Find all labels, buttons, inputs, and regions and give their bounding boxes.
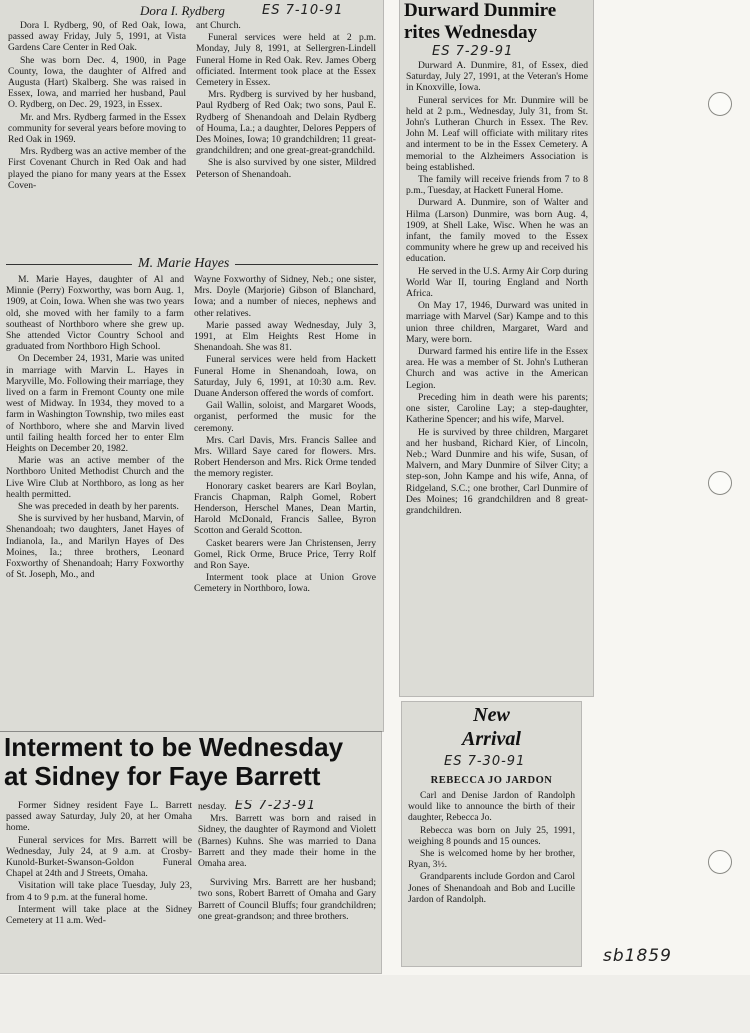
barrett-headline-line-2: at Sidney for Faye Barrett: [4, 761, 321, 791]
barrett-paragraph: Interment will take place at the Sidney Cemetery at 11 a.m. Wed-: [6, 903, 192, 927]
page-id-note: sb1859: [603, 946, 672, 966]
hayes-paragraph: Gail Wallin, soloist, and Margaret Woods, organist, performed the music for the ceremony.: [194, 400, 376, 434]
dunmire-headline-line-2: rites Wednesday: [404, 22, 538, 43]
binder-hole-middle: [708, 471, 732, 495]
hayes-column-2: [194, 274, 376, 726]
barrett-date-note: ES 7-23-91: [234, 800, 317, 813]
arrival-baby-name: REBECCA JO JARDON: [430, 775, 553, 786]
dunmire-paragraph: He served in the U.S. Army Air Corp during World War II, touring England and North Africa.: [406, 265, 588, 300]
page-bottom-margin: [0, 975, 750, 1033]
hayes-paragraph: Honorary casket bearers are Karl Boylan, Francis Chapman, Ralph Gomel, Robert Henderson, Herschel Manes, Dean Martin, Harold McDonald, Francis Sallee, Byron Scotton and Gerald Scotton.: [194, 480, 376, 537]
arrival-date-note: ES 7-30-91: [444, 754, 526, 769]
barrett-paragraph: Former Sidney resident Faye L. Barrett passed away Saturday, July 20, at her Omaha home.: [6, 800, 192, 834]
dunmire-paragraph: On May 17, 1946, Durward was united in marriage with Marvel (Sar) Kampe and to this union three children, Margaret, Ward and Mary, were born.: [406, 300, 588, 345]
hayes-paragraph: Marie passed away Wednesday, July 3, 1991, at Elm Heights Rest Home in Shenandoah. She was 81.: [194, 319, 376, 354]
hayes-paragraph: Casket bearers were Jan Christensen, Jerry Gomel, Rick Orme, Bruce Price, Terry Rolf and Ron Saye.: [194, 537, 376, 572]
barrett-lead-text: nesday.: [198, 801, 227, 812]
hayes-paragraph: On December 24, 1931, Marie was united in marriage with Marvin L. Hayes in Maryville, Mo. Following their marriage, they lived on a farm in Fremont County one mile west of Midway. In 1934, they moved to a farm in Washington Township, two miles east of Northboro, where she and Marvin lived until failing health forced her to enter Elm Heights on December 20, 1982.: [6, 353, 184, 455]
dunmire-paragraph: The family will receive friends from 7 to 8 p.m., Tuesday, at Hackett Funeral Home.: [406, 174, 588, 197]
new-arrival-clipping: [402, 702, 581, 966]
barrett-headline-line-1: Interment to be Wednesday: [4, 732, 344, 762]
arrival-paragraph: She is welcomed home by her brother, Ryan, 3½.: [408, 848, 575, 871]
rydberg-paragraph: Mrs. Rydberg is survived by her husband, Paul Rydberg of Red Oak; two sons, Paul E. Rydberg of Shenandoah and Delain Rydberg of Houma, La.; a daughter, Delores Peppers of Des Moines, Iowa; 10 grandchildren; 11 great-grandchildren; and one great-great-grandchild.: [196, 89, 376, 157]
arrival-paragraph: Rebecca was born on July 25, 1991, weighing 8 pounds and 15 ounces.: [408, 824, 575, 847]
dunmire-column: [406, 60, 588, 694]
hayes-paragraph: Interment took place at Union Grove Cemetery in Northboro, Iowa.: [194, 572, 376, 595]
dunmire-date-note: ES 7-29-91: [432, 44, 514, 59]
barrett-clipping: [0, 732, 381, 973]
binder-hole-top: [708, 92, 732, 116]
binder-hole-bottom: [708, 850, 732, 874]
arrival-title-line-2: Arrival: [462, 728, 521, 750]
barrett-column-2: [198, 800, 376, 972]
barrett-column-1: [6, 800, 192, 972]
dunmire-paragraph: Preceding him in death were his parents; one sister, Caroline Lay; a step-daughter, Katherine Spencer; and his wife, Marvel.: [406, 391, 588, 426]
rydberg-paragraph: Mr. and Mrs. Rydberg farmed in the Essex community for several years before moving to Red Oak in 1969.: [8, 111, 186, 146]
barrett-paragraph: Visitation will take place Tuesday, July 23, from 4 to 9 p.m. at the funeral home.: [6, 880, 192, 903]
dunmire-paragraph: Funeral services for Mr. Dunmire will be held at 2 p.m., Wednesday, July 31, from St. John's Lutheran Church in Essex. The Rev. John M. Leaf will officiate with military rites and interment to be in the Essex Cemetery. A memorial to the Alzheimers Association is being established.: [406, 94, 588, 173]
arrival-paragraph: Carl and Denise Jardon of Randolph would like to announce the birth of their daughter, Rebecca Jo.: [408, 790, 575, 824]
rydberg-paragraph: ant Church.: [196, 20, 241, 31]
hayes-paragraph: Mrs. Carl Davis, Mrs. Francis Sallee and Mrs. Willard Saye cared for flowers. Mrs. Robert Henderson and Mrs. Rick Orme tended the memory register.: [194, 434, 376, 480]
rydberg-date-note: ES 7-10-91: [262, 3, 344, 18]
rydberg-paragraph: She was born Dec. 4, 1900, in Page County, Iowa, the daughter of Alfred and Augusta (Hart) Skalberg. She was raised in Essex, Iowa, and married her husband, Paul O. Rydberg, on Dec. 29, 1923, in Essex.: [8, 54, 186, 111]
dunmire-paragraph: He is survived by three children, Margaret and her husband, Richard Kier, of Lincoln, Neb.; Ward Dunmire and his wife, Susan, of Malvern, and Mary Dunmire of Silver City; a step-son, John Kampe and his wife, Anna, of Ridgeland, S.C.; one brother, Carl Dunmire of Des Moines; 16 grandchildren and 8 great-grandchildren.: [406, 426, 588, 516]
arrival-title-line-1: New: [473, 704, 510, 726]
rydberg-header: Dora I. Rydberg: [140, 3, 225, 18]
hayes-paragraph: Funeral services were held from Hackett Funeral Home in Shenandoah, Iowa, on Saturday, July 6, 1991, at 10:30 a.m. Rev. Duane Anderson offered the words of comfort.: [194, 354, 376, 400]
arrival-paragraph: Grandparents include Gordon and Carol Jones of Shenandoah and Bob and Lucille Jardon of Randolph.: [408, 871, 575, 905]
dunmire-paragraph: Durward farmed his entire life in the Essex area. He was a member of St. John's Lutheran Church and was active in the American Legion.: [406, 346, 588, 391]
hayes-paragraph: Wayne Foxworthy of Sidney, Neb.; one sister, Mrs. Doyle (Marjorie) Gibson of Blanchard, Iowa; and a number of nieces, nephews and other relatives.: [194, 274, 376, 319]
hayes-paragraph: She was preceded in death by her parents.: [18, 501, 179, 513]
barrett-paragraph: Mrs. Barrett was born and raised in Sidney, the daughter of Raymond and Violett (Barnes) Kuhns. She was married to Dana Barrett and they made their home in the Omaha area.: [198, 813, 376, 870]
rydberg-paragraph: Dora I. Rydberg, 90, of Red Oak, Iowa, passed away Friday, July 5, 1991, at Vista Gardens Care Center in Red Oak.: [8, 20, 186, 54]
hayes-column-1: [6, 274, 184, 726]
dunmire-headline-line-1: Durward Dunmire: [404, 0, 557, 21]
barrett-paragraph: Surviving Mrs. Barrett are her husband; two sons, Robert Barrett of Omaha and Gary Barrett of Council Bluffs; four grandchildren; one great-grandson; and three brothers.: [198, 877, 376, 922]
hayes-paragraph: M. Marie Hayes, daughter of Al and Minnie (Perry) Foxworthy, was born Aug. 1, 1909, at Coin, Iowa. When she was two years old, she moved with her family to a farm southeast of Northboro where she grew up. She attended Victor Country School and graduated from Northboro High School.: [6, 274, 184, 353]
rydberg-column-1: [8, 20, 186, 252]
rydberg-hayes-clipping: [0, 0, 383, 731]
hayes-paragraph: Marie was an active member of the Northboro United Methodist Church and the Live Wire Club at Northboro, as long as her health permitted.: [6, 455, 184, 500]
barrett-paragraph: Funeral services for Mrs. Barrett will be Wednesday, July 24, at 9 a.m. at Crosby-Kunold-Burket-Swanson-Goldon Funeral Chapel at 24th and J Streets, Omaha.: [6, 834, 192, 880]
rydberg-column-2: [196, 20, 376, 252]
hayes-header: M. Marie Hayes: [132, 256, 235, 272]
rydberg-paragraph: Funeral services were held at 2 p.m. Monday, July 8, 1991, at Sellergren-Lindell Funeral Home in Red Oak. Rev. James Oberg officiated. Interment took place at the Essex Cemetery in Essex.: [196, 32, 376, 89]
rydberg-paragraph: Mrs. Rydberg was an active member of the First Covenant Church in Red Oak and had played the piano for many years at the Essex Coven-: [8, 146, 186, 191]
arrival-column: [408, 790, 575, 964]
rydberg-paragraph: She is also survived by one sister, Mildred Peterson of Shenandoah.: [196, 157, 376, 180]
dunmire-paragraph: Durward A. Dunmire, son of Walter and Hilma (Larson) Dunmire, was born Aug. 4, 1909, at Shell Lake, Wisc. When he was an infant, the family moved to the Essex community where he grew up and received his education.: [406, 197, 588, 265]
dunmire-clipping: [400, 0, 593, 696]
barrett-paragraph: [198, 800, 376, 812]
dunmire-paragraph: Durward A. Dunmire, 81, of Essex, died Saturday, July 27, 1991, at the Veteran's Home in Knoxville, Iowa.: [406, 60, 588, 94]
hayes-paragraph: She is survived by her husband, Marvin, of Shenandoah; two daughters, Janet Hayes of Indianola, Ia., and Marilyn Hayes of Des Moines, Ia.; three brothers, Leonard Foxworthy of Shenandoah; Harry Foxworthy of St. Joseph, Mo., and: [6, 513, 184, 581]
